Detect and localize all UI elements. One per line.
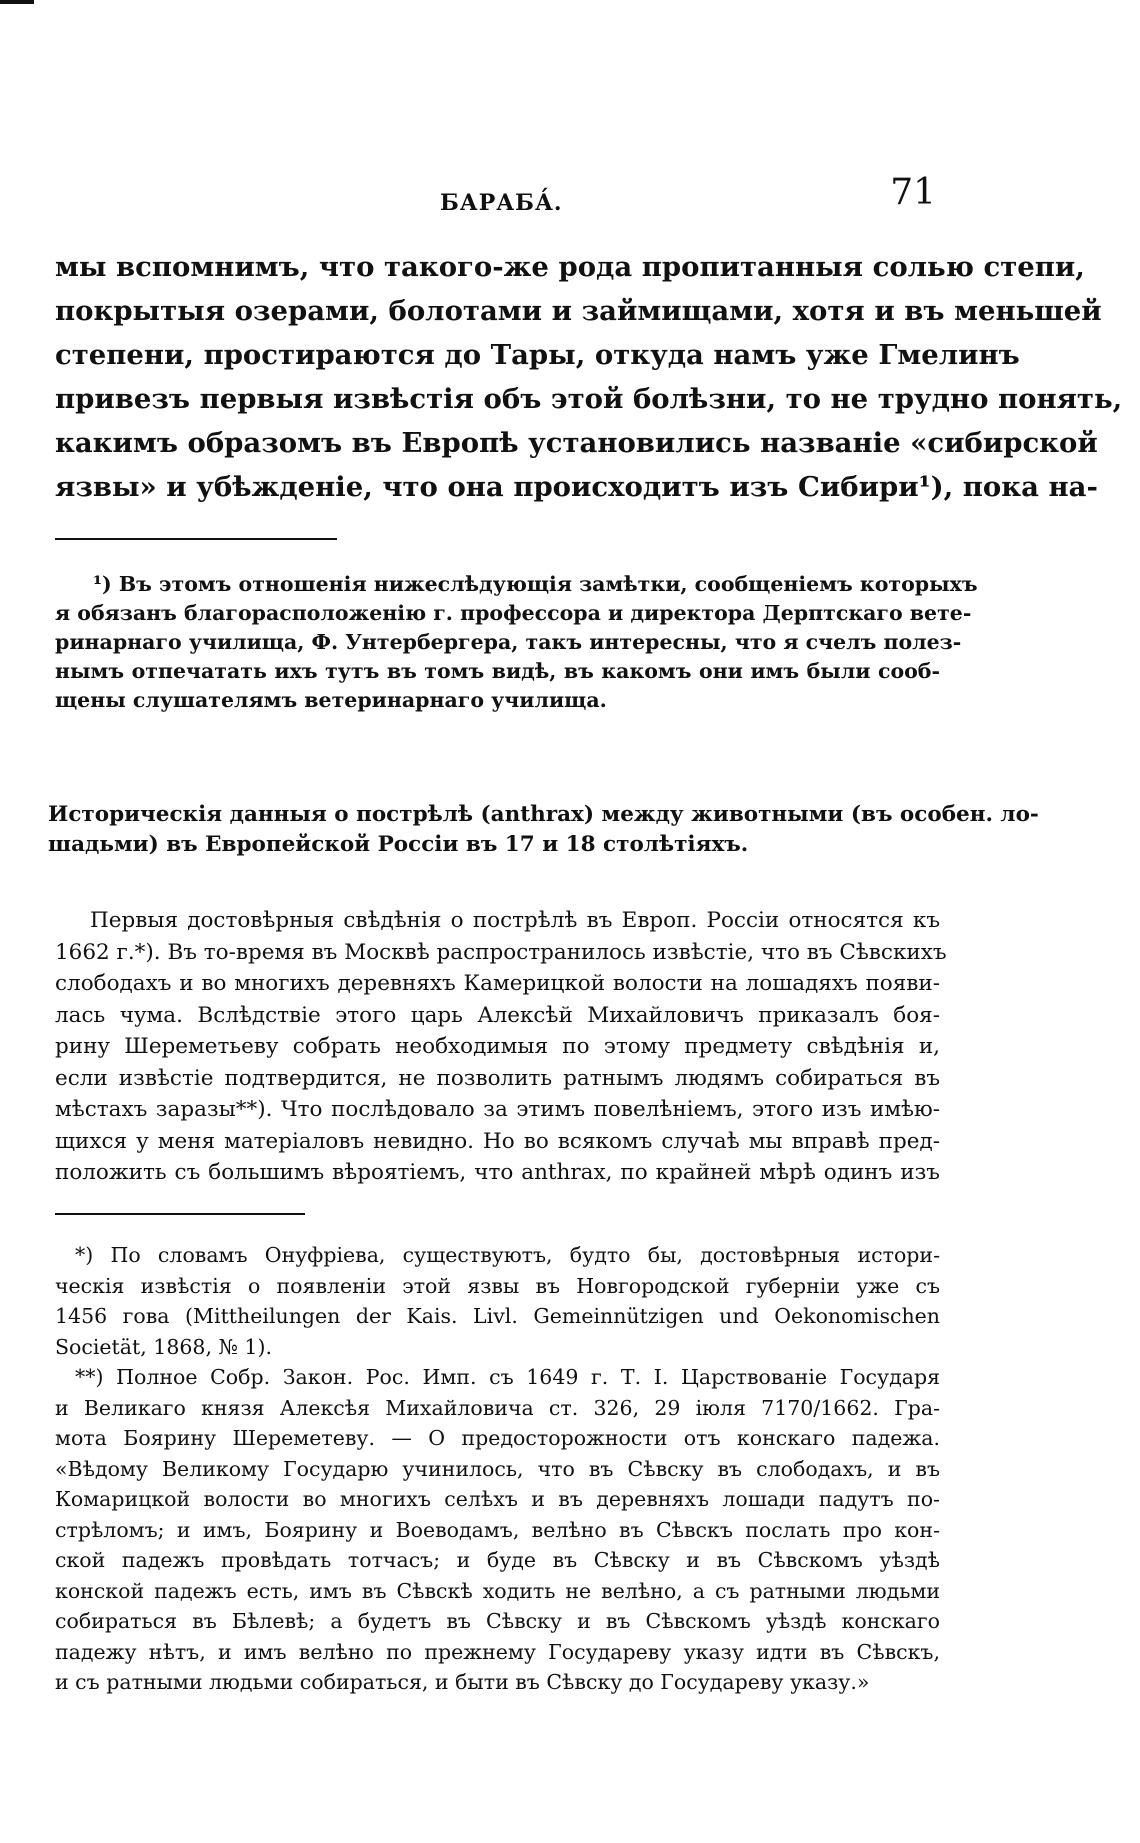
main-text-line: степени, простираются до Тары, откуда намъ уже Гмелинъ [55,339,1020,371]
footnote-line: 1456 гова (Mittheilungen der Kais. Livl. Gemeinnützigen und Oekonomischen [55,1304,940,1328]
footnote-line: я обязанъ благорасположенію г. профессора и директора Дерптскаго вете- [55,601,972,625]
footnote-line: ринарнаго училища, Ф. Унтербергера, такъ интересны, что я счелъ полез- [55,630,962,654]
footnotes-lower [55,1240,940,1698]
body-line: мѣстахъ заразы**). Что послѣдовало за этимъ повелѣніемъ, этого изъ имѣю- [55,1097,940,1122]
section-heading-line: шадьми) въ Европейской Россіи въ 17 и 18 столѣтіяхъ. [48,832,749,857]
footnote-line: и съ ратными людьми собираться, и быти въ Сѣвску до Государеву указу.» [55,1670,870,1694]
body-line: если извѣстіе подтвердится, не позволить ратнымъ людямъ собираться въ [55,1065,940,1091]
footnote-line: стрѣломъ; и имъ, Боярину и Воеводамъ, велѣно въ Сѣвскъ послать про кон- [55,1517,940,1542]
main-text-line: привезъ первыя извѣстія объ этой болѣзни, то не трудно понять, [55,383,1123,415]
footnote-line: Комарицкой волости во многихъ селѣхъ и въ деревняхъ лошади падутъ по- [55,1487,940,1511]
main-text-paragraph [55,245,1123,509]
main-text-line: язвы» и убѣжденіе, что она происходитъ изъ Сибири¹), пока на- [55,471,1098,503]
footnote-line: ¹) Въ этомъ отношенія нижеслѣдующія замѣтки, сообщеніемъ которыхъ [93,572,978,596]
footnote-line: мота Боярину Шереметеву. — О предосторожности отъ конскаго падежа. [55,1426,940,1450]
footnote-separator-rule [55,538,337,540]
main-text-line: мы вспомнимъ, что такого-же рода пропитанныя солью степи, [55,251,1085,283]
footnote-line: собираться въ Бѣлевѣ; а будетъ въ Сѣвску и въ Сѣвскомъ уѣздѣ конскаго [55,1609,940,1633]
footnote-line: *) По словамъ Онуфріева, существуютъ, будто бы, достовѣрныя истори- [75,1243,940,1267]
footnote-separator-rule [55,1213,305,1215]
page-number: 71 [890,172,936,213]
body-line: 1662 г.*). Въ то-время въ Москвѣ распространилось извѣстіе, что въ Сѣвскихъ [55,939,947,965]
body-line: положить съ большимъ вѣроятіемъ, что anthrax, по крайней мѣрѣ одинъ изъ [55,1160,940,1185]
main-text-line: покрытыя озерами, болотами и займищами, хотя и въ меньшей [55,295,1102,327]
main-text-line: какимъ образомъ въ Европѣ установились названіе «сибирской [55,427,1098,459]
body-line: слободахъ и во многихъ деревняхъ Камерицкой волости на лошадяхъ появи- [55,971,940,996]
footnote-star [55,1240,940,1362]
footnote-line: конской падежъ есть, имъ въ Сѣвскѣ ходить не велѣно, а съ ратными людьми [55,1578,940,1603]
footnote-line: щены слушателямъ ветеринарнаго училища. [55,688,607,712]
page-header [60,172,940,222]
footnote-line: Societät, 1868, № 1). [55,1334,272,1359]
footnote-line: **) Полное Собр. Закон. Рос. Имп. съ 1649 г. Т. I. Царствованіе Государя [75,1365,940,1389]
footnote-line: ской падежъ провѣдать тотчасъ; и буде въ Сѣвску и въ Сѣвскомъ уѣздѣ [55,1548,940,1572]
body-line: рину Шереметьеву собрать необходимыя по этому предмету свѣдѣнія и, [55,1034,940,1059]
body-paragraph [55,905,947,1189]
footnote-line: «Вѣдому Великому Государю учинилось, что въ Сѣвску въ слободахъ, и въ [55,1456,940,1481]
body-line: Первыя достовѣрныя свѣдѣнія о пострѣлѣ въ Европ. Россіи относятся къ [90,908,940,933]
top-edge-rule [0,0,34,4]
section-heading [48,800,1039,860]
section-heading-line: Историческія данныя о пострѣлѣ (anthrax) между животными (въ особен. ло- [48,802,1039,827]
footnote-line: ческія извѣстія о появленіи этой язвы въ Новгородской губерніи уже съ [55,1273,940,1298]
footnote-line: падежу нѣтъ, и имъ велѣно по прежнему Государеву указу идти въ Сѣвскъ, [55,1639,940,1664]
footnote-1 [55,570,978,715]
footnote-line: и Великаго князя Алексѣя Михайловича ст. 326, 29 іюля 7170/1662. Гра- [55,1395,940,1420]
footnote-line: нымъ отпечатать ихъ тутъ въ томъ видѣ, въ какомъ они имъ были сооб- [55,659,940,683]
body-line: лась чума. Вслѣдствіе этого царь Алексѣй Михайловичъ приказалъ боя- [55,1002,940,1028]
footnote-double-star [55,1362,940,1698]
running-title: БАРАБА́. [440,190,563,216]
body-line: щихся у меня матеріаловъ невидно. Но во всякомъ случаѣ мы вправѣ пред- [55,1128,940,1154]
